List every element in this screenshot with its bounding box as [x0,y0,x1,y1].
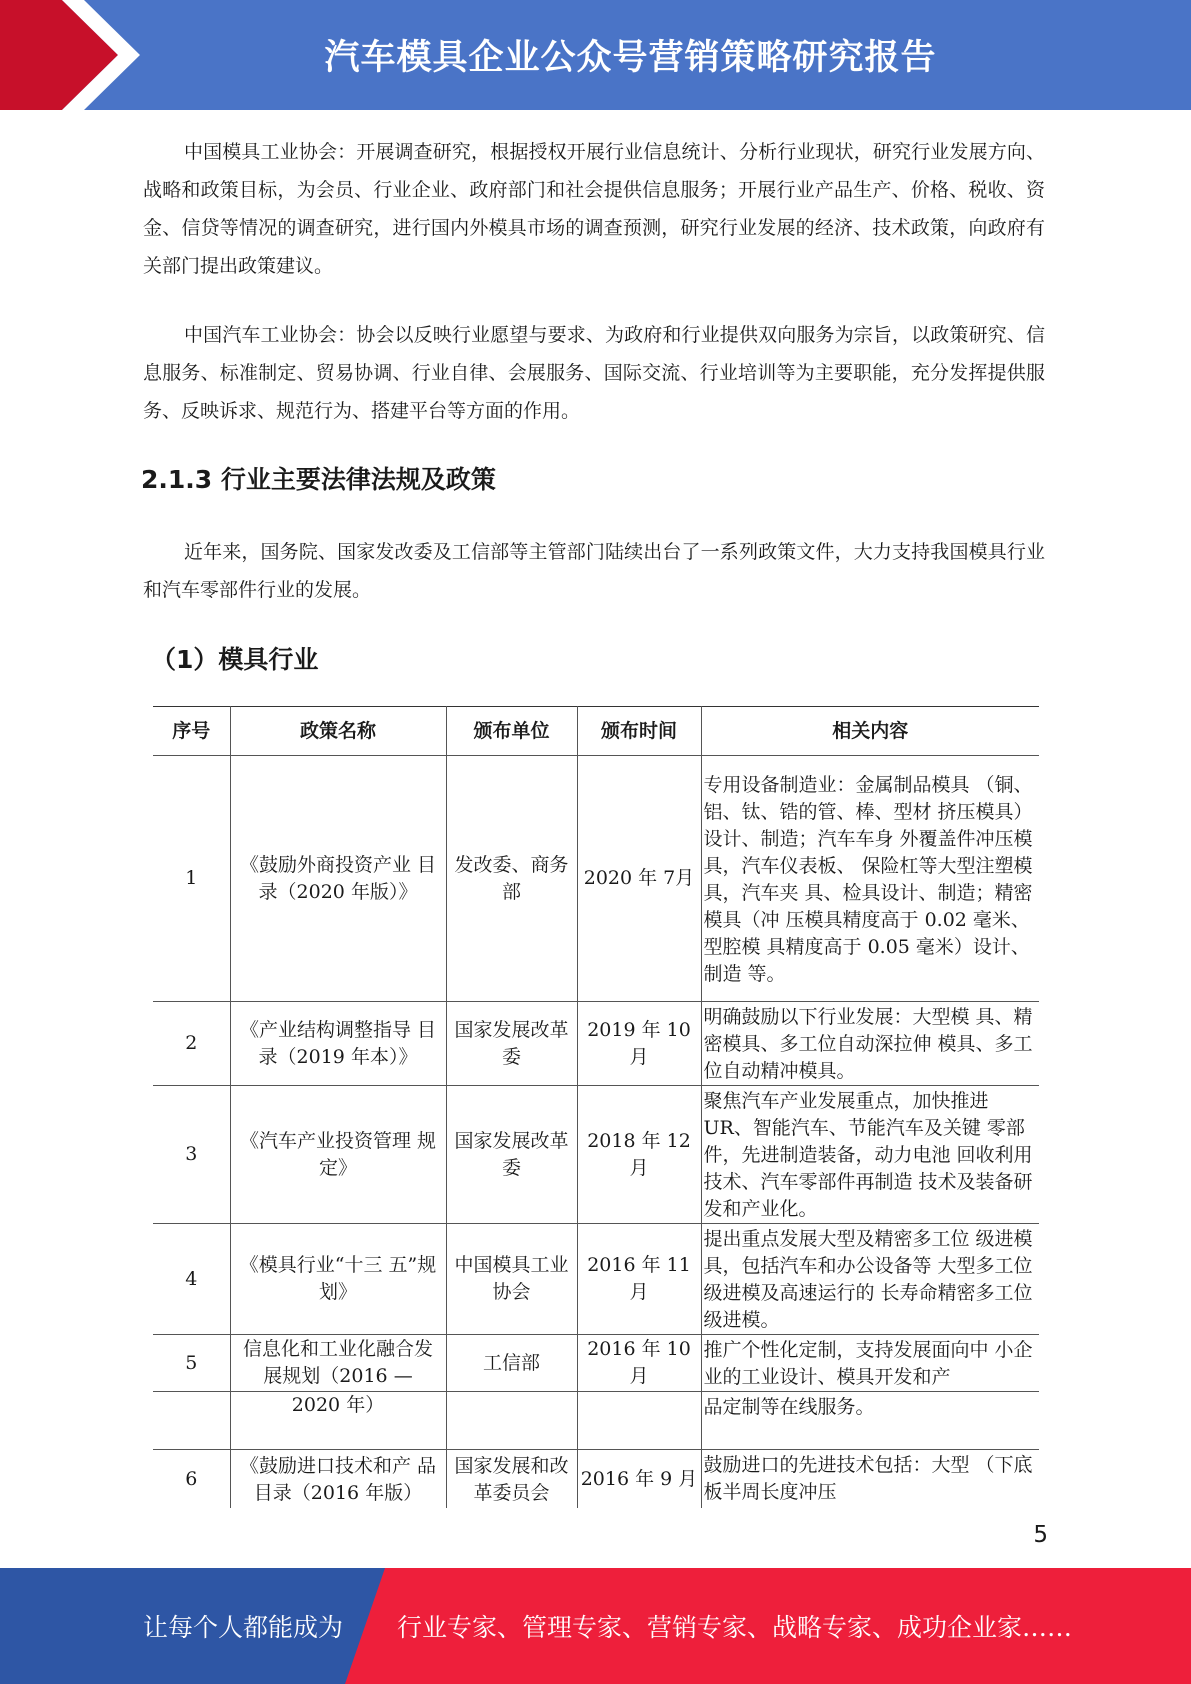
cell-no: 1 [153,756,230,1002]
header-no: 序号 [153,707,230,756]
cell-date: 2018 年 12 月 [577,1086,701,1224]
table-row [153,1086,1039,1224]
table-row [153,1224,1039,1335]
cell-no: 6 [153,1450,230,1509]
table-row [153,1392,1039,1450]
table-row [153,1002,1039,1086]
cell-content: 明确鼓励以下行业发展：大型模 具、精密模具、多工位自动深拉伸 模具、多工位自动精冲模具。 [701,1002,1039,1086]
cell-date: 2019 年 10 月 [577,1002,701,1086]
cell-policy-name: 信息化和工业化融合发展规划（2016 — [230,1335,446,1392]
header-issuer: 颁布单位 [446,707,577,756]
table-row [153,756,1039,1002]
header-content: 相关内容 [701,707,1039,756]
header-policy-name: 政策名称 [230,707,446,756]
cell-no: 2 [153,1002,230,1086]
cell-policy-name: 《模具行业“十三 五”规划》 [230,1224,446,1335]
paragraph-policy-intro: 近年来，国务院、国家发改委及工信部等主管部门陆续出台了一系列政策文件，大力支持我国模具行业和汽车零部件行业的发展。 [143,541,1045,601]
page-footer [0,1568,1191,1684]
cell-issuer: 工信部 [446,1335,577,1392]
cell-content: 推广个性化定制，支持发展面向中 小企业的工业设计、模具开发和产 [701,1335,1039,1392]
header-date: 颁布时间 [577,707,701,756]
cell-no: 3 [153,1086,230,1224]
cell-content: 品定制等在线服务。 [701,1392,1039,1450]
paragraph-auto-association: 中国汽车工业协会：协会以反映行业愿望与要求、为政府和行业提供双向服务为宗旨，以政策研究、信息服务、标准制定、贸易协调、行业自律、会展服务、国际交流、行业培训等为主要职能，充分发挥提供服务、反映诉求、规范行为、搭建平台等方面的作用。 [143,324,1045,422]
footer-slogan-right: 行业专家、管理专家、营销专家、战略专家、成功企业家…… [397,1613,1073,1642]
table-row [153,1335,1039,1392]
page-number: 5 [1033,1522,1048,1548]
cell-date [577,1392,701,1450]
sub-heading-mould-industry: （1）模具行业 [151,645,319,674]
cell-no [153,1392,230,1450]
cell-issuer: 发改委、商务部 [446,756,577,1002]
document-title: 汽车模具企业公众号营销策略研究报告 [324,38,937,78]
cell-date: 2020 年 7月 [577,756,701,1002]
table-header-row [153,707,1039,756]
cell-policy-name: 《鼓励外商投资产业 目录（2020 年版）》 [230,756,446,1002]
cell-policy-name: 《鼓励进口技术和产 品目录（2016 年版） [230,1450,446,1509]
cell-content: 提出重点发展大型及精密多工位 级进模具，包括汽车和办公设备等 大型多工位级进模及高速运行的 长寿命精密多工位级进模。 [701,1224,1039,1335]
cell-date: 2016 年 10 月 [577,1335,701,1392]
section-heading: 2.1.3 行业主要法律法规及政策 [141,465,496,494]
cell-content: 聚焦汽车产业发展重点，加快推进 UR、智能汽车、节能汽车及关键 零部件，先进制造装备，动力电池 回收利用技术、汽车零部件再制造 技术及装备研发和产业化。 [701,1086,1039,1224]
cell-policy-name: 《汽车产业投资管理 规定》 [230,1086,446,1224]
cell-content: 鼓励进口的先进技术包括：大型 （下底板半周长度冲压 [701,1450,1039,1509]
policy-table [153,706,1039,1508]
cell-issuer: 国家发展改革委 [446,1002,577,1086]
cell-policy-name: 《产业结构调整指导 目录（2019 年本）》 [230,1002,446,1086]
cell-no: 5 [153,1335,230,1392]
cell-issuer: 中国模具工业协会 [446,1224,577,1335]
cell-date: 2016 年 11 月 [577,1224,701,1335]
paragraph-mould-association: 中国模具工业协会：开展调查研究，根据授权开展行业信息统计、分析行业现状，研究行业发展方向、战略和政策目标，为会员、行业企业、政府部门和社会提供信息服务；开展行业产品生产、价格、税收、资金、信贷等情况的调查研究，进行国内外模具市场的调查预测，研究行业发展的经济、技术政策，向政府有关部门提出政策建议。 [143,141,1045,277]
footer-slogan-left: 让每个人都能成为 [143,1613,344,1642]
cell-date: 2016 年 9 月 [577,1450,701,1509]
page-header [0,0,1191,110]
cell-content: 专用设备制造业：金属制品模具 （铜、铝、钛、锆的管、棒、型材 挤压模具）设计、制造；汽车车身 外覆盖件冲压模具，汽车仪表板、 保险杠等大型注塑模具，汽车夹 具、检具设计、制造；精密模具（冲 压模具精度高于 0.02 毫米、型腔模 具精度高于 0.05 毫米）设计、制造 等。 [701,756,1039,1002]
cell-no: 4 [153,1224,230,1335]
cell-policy-name: 2020 年） [230,1392,446,1450]
table-row [153,1450,1039,1509]
cell-issuer: 国家发展改革委 [446,1086,577,1224]
cell-issuer: 国家发展和改革委员会 [446,1450,577,1509]
cell-issuer [446,1392,577,1450]
